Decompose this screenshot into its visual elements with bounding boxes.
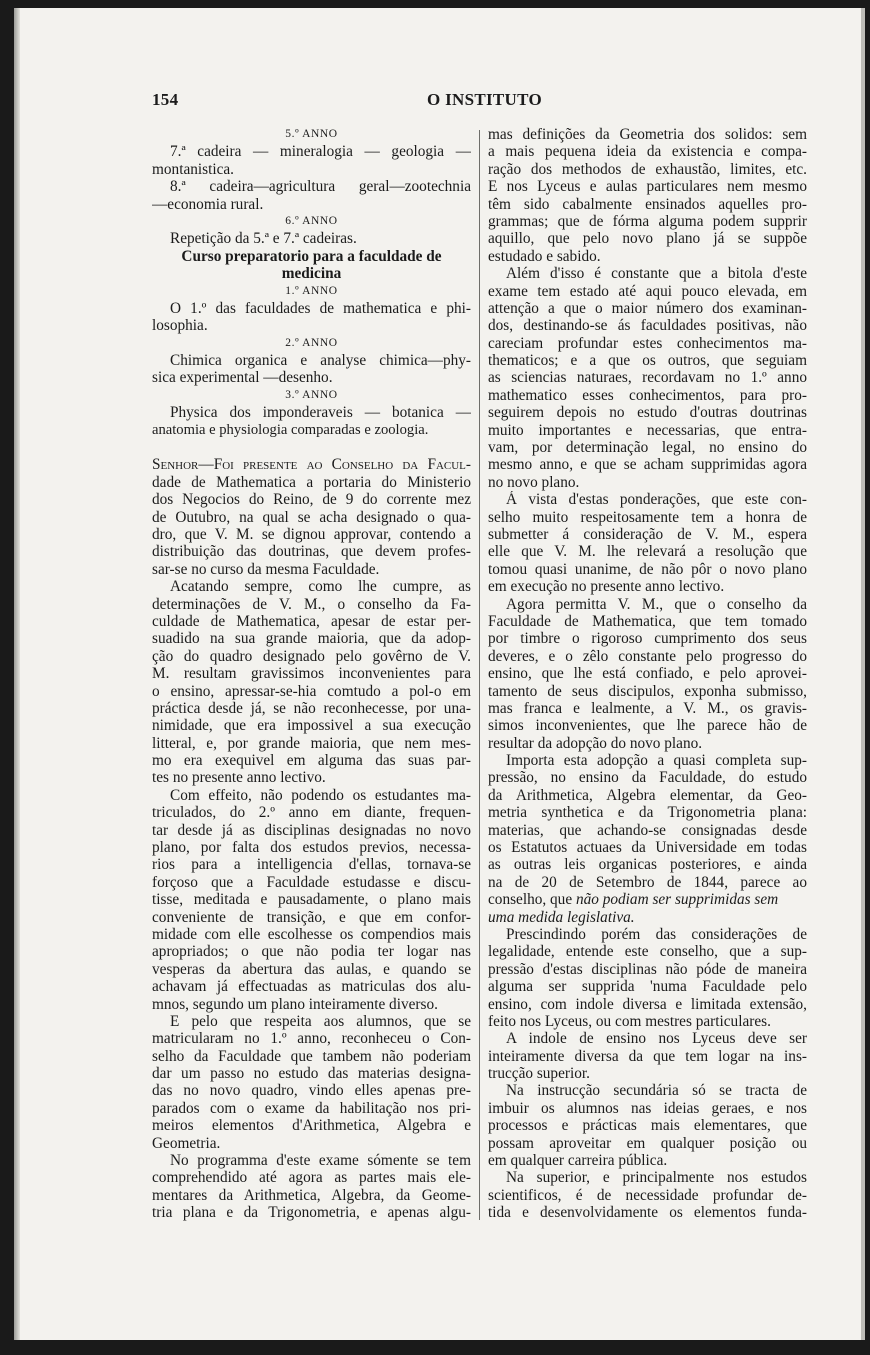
text-line: em execução no presente anno lectivo. [488,578,725,596]
text-line: grammas; que de fórma alguma podem supprir [488,212,807,230]
text-line: Repetição da 5.ª e 7.ª cadeiras. [170,230,357,248]
text-line: sica experimental —desenho. [152,369,333,387]
year-heading: 5.º ANNO [285,128,338,140]
text-line: Faculdade de Mathematica, que tem tomado [488,612,807,630]
text-line: matricularam no 1.º anno, reconheceu o Con- [152,1030,471,1048]
text-line: litteral, e, por grande maioria, que nem mes- [152,734,471,752]
text-line: sar-se no curso da mesma Faculdade. [152,560,380,578]
text-line: submetter á consideração de V. M., espera [488,525,807,543]
year-heading: 2.º ANNO [285,336,338,349]
text-line: a mais pequena ideia da existencia e compa- [488,143,807,161]
text-line: em qualquer carreira pública. [488,1152,668,1170]
text-line: achavam já effectuadas as matriculas dos alu- [152,978,471,996]
text-line: seguirem depois no estudo d'outras doutrinas [488,404,807,422]
text-line: midade com elle escolhesse os compendios mais [152,925,471,943]
text-line: Importa esta adopção a quasi completa sup- [506,752,807,770]
text-line: Senhor—Foi presente ao Conselho da Facul- [152,456,471,474]
text-line: por timbre o rigoroso cumprimento dos seus [488,630,807,648]
text-line: inteiramente diversa da que tem logar na ins- [488,1047,807,1065]
text-line: elle que V. M. lhe relevará a resolução que [488,543,807,561]
blank-line [152,439,471,456]
text-line: scientificos, é de necessidade profundar de- [488,1186,807,1204]
text-line: dos, destinando-se ás faculdades positivas, não [488,317,807,335]
text-line: deveres, e o zêlo constante pelo progresso do [488,647,807,665]
text-line: E pelo que respeita aos alumnos, que se [170,1012,471,1030]
left-column [152,126,471,1222]
text-line: Além d'isso é constante que a bitola d'este [506,265,807,283]
text-line: anatomia e physiologia comparadas e zoologia. [152,421,429,438]
text-line: No programma d'este exame sómente se tem [170,1152,471,1170]
text-line: tar desde já as disciplinas designadas no novo [152,821,471,839]
text-line: Á vista d'estas ponderações, que este con- [506,491,807,509]
text-line: distribuição das doutrinas, que devem profes- [152,543,471,561]
text-line: 8.ª cadeira—agricultura geral—zootechnia [170,178,471,196]
text-line: das no novo quadro, vindo elles apenas pre- [152,1082,471,1100]
text-line: dro, que V. M. se dignou approvar, contendo a [152,525,471,543]
text-line: ensino, que lhe está confiado, e pelo aprovei- [488,665,807,683]
text-line: alguma ser supprida 'numa Faculdade pelo [488,978,807,996]
text-line: O 1.º das faculdades de mathematica e phi- [170,299,471,317]
text-line: ração dos methodos de exhaustão, limites, etc. [488,160,807,178]
text-line: da Arithmetica, Algebra elementar, da Geo- [488,786,807,804]
text-line: possam aproveitar em qualquer posição ou [488,1134,807,1152]
text-line: mnos, segundo um plano inteiramente diverso. [152,995,438,1013]
text-fragment: conselho, que [488,891,573,909]
text-line: A indole de ensino nos Lyceus deve ser [506,1030,807,1048]
text-line: tida e desenvolvidamente os elementos funda- [488,1204,807,1222]
text-line: resultar da adopção do novo plano. [488,734,703,752]
text-line: metria synthetica e da Trigonometria plana: [488,804,807,822]
text-line: nimidade, que era impossivel a sua execução [152,717,471,735]
page-edge [861,8,865,1340]
text-line: mas franca e lealmente, a V. M., os gravis- [488,699,807,717]
year-heading: 3.º ANNO [285,388,338,401]
right-column [488,126,807,1222]
page-number: 154 [152,90,179,109]
text-line: feito nos Lyceus, ou com mestres particulares. [488,1012,771,1030]
text-line: Physica dos imponderaveis — botanica — [170,404,471,422]
text-line: Na instrucção secundária só se tracta de [506,1082,807,1100]
text-line: legalidade, entende este conselho, que a sup- [488,943,807,961]
text-line: vam, por determinação legal, no ensino do [488,439,807,457]
text-line: ensino, com indole diversa e limitada extensão, [488,995,807,1013]
text-line: comprehendido até agora as partes mais ele- [152,1169,471,1187]
text-line: meiros elementos d'Arithmetica, Algebra e [152,1117,471,1135]
text-line: —economia rural. [152,195,264,213]
text-line: materias, que achando-se consignadas desde [488,821,807,839]
text-line: pressão d'estas disciplinas não póde de maneira [488,960,807,978]
text-line: Geometria. [152,1134,221,1152]
text-line: na de 20 de Setembro de 1844, parece ao [488,873,807,891]
text-line: estudado e sabido. [488,247,601,265]
text-line [488,891,807,908]
text-line: selho da Faculdade que tambem não poderiam [152,1047,471,1065]
text-line: práctica desde já, se não reconhecesse, por una- [152,699,471,717]
text-line: imbuir os alumnos nas ideias geraes, e nos [488,1099,807,1117]
text-line: tomou quasi unanime, de não pôr o novo plano [488,560,807,578]
text-line: Agora permitta V. M., que o conselho da [506,595,807,613]
text-line: o ensino, apressar-se-hia comtudo a pol-o em [152,682,471,700]
text-line: determinações de V. M., o conselho da Fa- [152,595,471,613]
text-line: conveniente de transição, e que em confor- [152,908,471,926]
text-line: Com effeito, não podendo os estudantes ma- [170,786,471,804]
text-line: os Estatutos actuaes da Universidade em todas [488,839,807,857]
text-line: trucção superior. [488,1065,590,1083]
section-heading: Curso preparatorio para a faculdade de [181,247,442,265]
text-line: losophia. [152,317,208,335]
text-line: attenção a que o maior número dos examinan- [488,299,807,317]
text-line: no novo plano. [488,473,580,491]
text-line: dos Negocios do Reino, de 9 do corrente mez [152,491,471,509]
text-line: E nos Lyceus e aulas particulares nem mesmo [488,178,807,196]
text-line: triculados, do 2.º anno em diante, frequen- [152,804,471,822]
text-line: tes no presente anno lectivo. [152,769,326,787]
text-line: Prescindindo porém das considerações de [506,925,807,943]
text-line: M. resultam gravissimos inconvenientes para [152,665,471,683]
text-line: dade de Mathematica a portaria do Ministerio [152,473,471,491]
text-line: suadido na sua grande maioria, que da adop- [152,630,471,648]
text-line: mesmo anno, e que se acham supprimidas agora [488,456,807,474]
text-line: parados com o exame da habilitação nos pri- [152,1099,471,1117]
running-title: O INSTITUTO [427,90,542,109]
text-line: tisse, meditada e pausadamente, o plano mais [152,891,471,909]
text-line: processos e prácticas mais elementares, que [488,1117,807,1135]
page-header [152,90,542,112]
text-line: mo era exequivel em alguma das suas par- [152,752,471,770]
text-line: forçoso que a Faculdade estudasse e discu- [152,873,471,891]
text-line: de Outubro, na qual se acha designado o qua- [152,508,471,526]
text-line: têm sido cabalmente ensinados aquelles pro- [488,195,807,213]
page-spine-shadow [14,8,20,1340]
column-divider [479,130,480,1220]
text-line: as sciencias naturaes, recordavam no 1.º anno [488,369,807,387]
text-line: mas definições da Geometria dos solidos: sem [488,126,807,143]
text-line: vesperas da abertura das aulas, e quando se [152,960,471,978]
italic-phrase: não podiam ser supprimidas sem [575,891,779,909]
text-line: muito importantes e necessarias, que entra- [488,421,807,439]
text-line: dar um passo no estudo das materias designa- [152,1065,471,1083]
text-line: rios para a intelligencia d'ellas, tornava-se [152,856,471,874]
document-page [14,8,865,1340]
text-line: culdade de Mathematica, apesar de estar per- [152,612,471,630]
text-line: Chimica organica e analyse chimica—phy- [170,352,471,370]
text-line: thematicos; e a que os outros, que seguiam [488,352,807,370]
text-line: aquillo, que pelo novo plano já se suppõe [488,230,807,248]
section-heading: medicina [281,265,342,283]
year-heading: 1.º ANNO [285,284,338,297]
text-line: Na superior, e principalmente nos estudos [506,1169,807,1187]
italic-phrase: uma medida legislativa. [488,908,635,926]
text-line: 7.ª cadeira — mineralogia — geologia — [170,143,471,161]
text-line: mentares da Arithmetica, Algebra, da Geome- [152,1186,471,1204]
text-line: selho muito respeitosamente tem a honra de [488,508,807,526]
text-line: plano, por falta dos estudos previos, necessa- [152,839,471,857]
text-line: simos inconvenientes, que lhe parece hão de [488,717,807,735]
text-line: exame tem estado até aqui pouco elevada, em [488,282,807,300]
text-line: montanistica. [152,160,234,178]
text-line: pressão, no ensino da Faculdade, do estudo [488,769,807,787]
text-line: apropriados; o que não podia ter logar nas [152,943,471,961]
text-line: mathematico esses conhecimentos, para pro- [488,386,807,404]
text-line: Acatando sempre, como lhe cumpre, as [170,578,471,596]
text-line: tamento de seus discipulos, exponha submisso, [488,682,807,700]
text-line: careciam profundar estes conhecimentos ma- [488,334,807,352]
text-line: ção do quadro designado pelo govêrno de V. [152,647,471,665]
text-line: tria plana e da Trigonometria, e apenas algu- [152,1204,471,1222]
text-line: as outras leis organicas posteriores, e ainda [488,856,807,874]
year-heading: 6.º ANNO [285,214,338,227]
